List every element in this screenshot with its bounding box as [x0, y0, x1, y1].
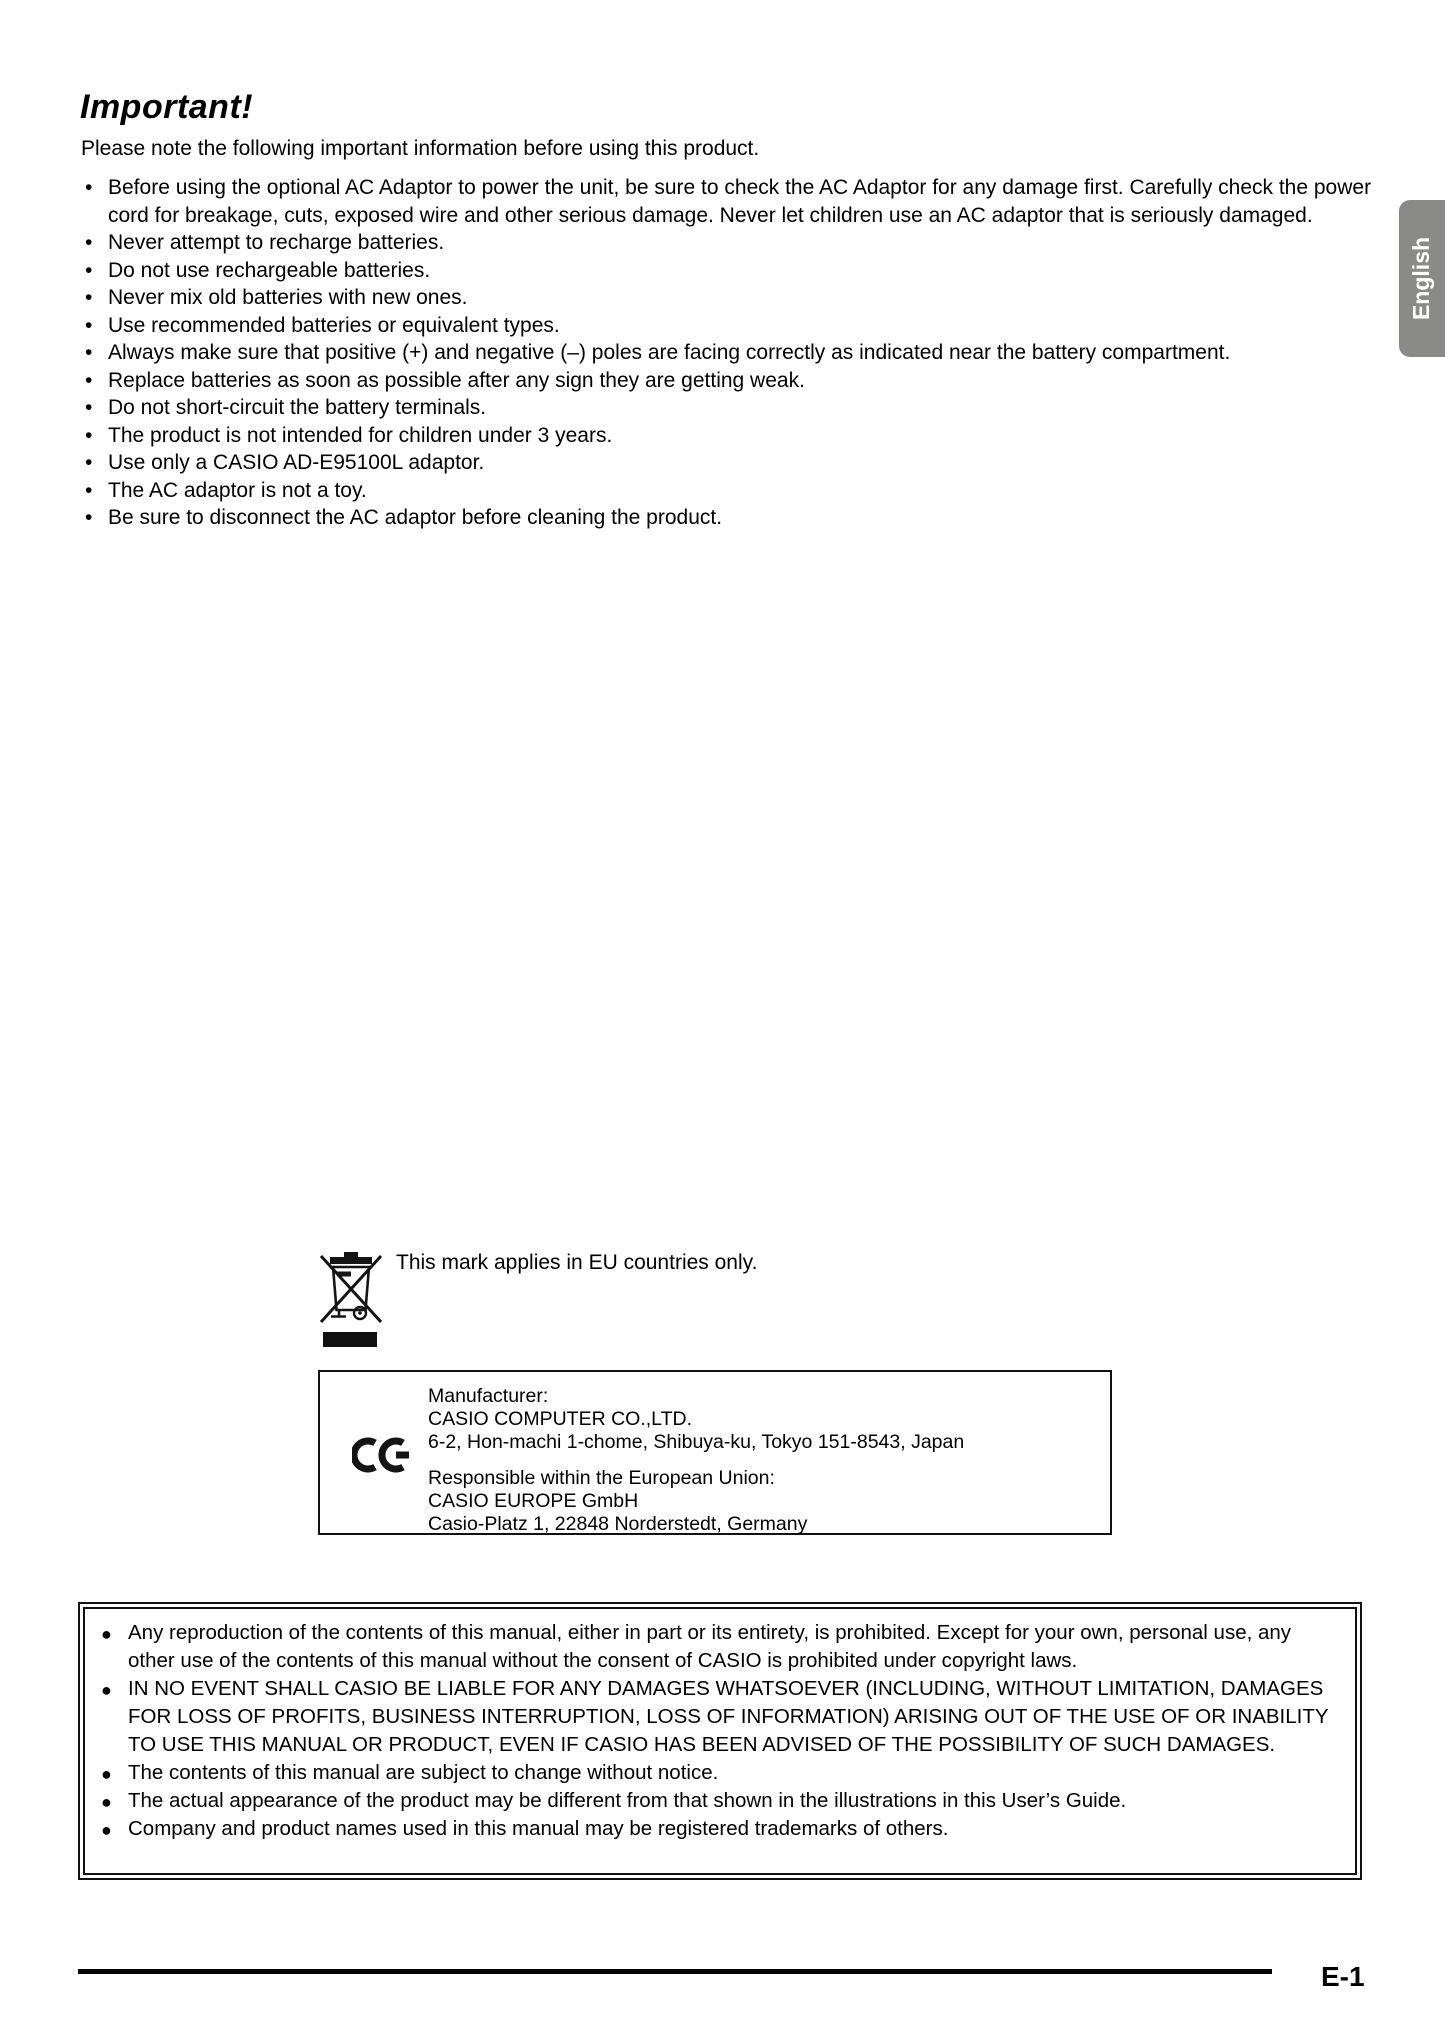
legal-notice-item: ● Any reproduction of the contents of this manual, either in part or its entirety, is prohibited. Except for your own, personal use, any other use of the contents of this manual without the consent of CASIO is prohibited under copyright laws. [101, 1619, 1341, 1675]
note-item: • Use only a CASIO AD-E95100L adaptor. [80, 449, 1393, 477]
note-item: • Do not short-circuit the battery terminals. [80, 394, 1393, 422]
manufacturer-label: Manufacturer: [428, 1385, 549, 1407]
language-tab-english [1399, 200, 1445, 357]
eu-mark-caption: This mark applies in EU countries only. [396, 1251, 758, 1274]
note-item: • Never mix old batteries with new ones. [80, 284, 1393, 312]
legal-notice-item: ● IN NO EVENT SHALL CASIO BE LIABLE FOR ANY DAMAGES WHATSOEVER (INCLUDING, WITHOUT LIMITATION, DAMAGES FOR LOSS OF PROFITS, BUSINESS INTERRUPTION, LOSS OF INFORMATION) ARISING OUT OF THE USE OF OR INABILITY TO USE THIS MANUAL OR PRODUCT, EVEN IF CASIO HAS BEEN ADVISED OF THE POSSIBILITY OF SUCH DAMAGES. [101, 1675, 1341, 1759]
legal-notice-item: ● Company and product names used in this manual may be registered trademarks of others. [101, 1815, 1341, 1843]
note-item: • Use recommended batteries or equivalent types. [80, 312, 1393, 340]
page-number: E-1 [1321, 1961, 1365, 1992]
legal-notice-list [101, 1619, 1341, 1843]
page-title: Important! [80, 88, 254, 126]
language-tab-label: English [1408, 236, 1435, 321]
legal-notice-box [78, 1602, 1362, 1880]
note-item: • Do not use rechargeable batteries. [80, 257, 1393, 285]
responsible-name: CASIO EUROPE GmbH [428, 1490, 639, 1512]
legal-notice-item: ● The contents of this manual are subject to change without notice. [101, 1759, 1341, 1787]
manufacturer-address: 6-2, Hon-machi 1-chome, Shibuya-ku, Tokyo 151-8543, Japan [428, 1431, 965, 1453]
note-item: • The AC adaptor is not a toy. [80, 477, 1393, 505]
legal-notice-box-inner [83, 1607, 1357, 1875]
note-item: • Before using the optional AC Adaptor to power the unit, be sure to check the AC Adaptor for any damage first. Carefully check the power cord for breakage, cuts, exposed wire and other serious damage. Never let children use an AC adaptor that is seriously damaged. [80, 174, 1393, 229]
intro-text: Please note the following important information before using this product. [81, 137, 760, 160]
ce-box-text [428, 1385, 964, 1536]
responsible-address: Casio-Platz 1, 22848 Norderstedt, Germany [428, 1513, 808, 1535]
ce-mark-icon [352, 1436, 412, 1474]
ce-declaration-box [318, 1370, 1112, 1535]
important-notes-list [80, 174, 1393, 532]
note-item: • Never attempt to recharge batteries. [80, 229, 1393, 257]
note-item: • Replace batteries as soon as possible after any sign they are getting weak. [80, 367, 1393, 395]
legal-notice-item: ● The actual appearance of the product may be different from that shown in the illustrations in this User’s Guide. [101, 1787, 1341, 1815]
weee-solid-bar [323, 1332, 377, 1347]
note-item: • The product is not intended for children under 3 years. [80, 422, 1393, 450]
note-item: • Always make sure that positive (+) and negative (–) poles are facing correctly as indicated near the battery compartment. [80, 339, 1393, 367]
responsible-label: Responsible within the European Union: [428, 1467, 775, 1489]
footer-rule [78, 1969, 1272, 1974]
weee-crossed-out-wheeled-bin-icon [320, 1250, 382, 1326]
manufacturer-name: CASIO COMPUTER CO.,LTD. [428, 1408, 692, 1430]
note-item: • Be sure to disconnect the AC adaptor before cleaning the product. [80, 504, 1393, 532]
